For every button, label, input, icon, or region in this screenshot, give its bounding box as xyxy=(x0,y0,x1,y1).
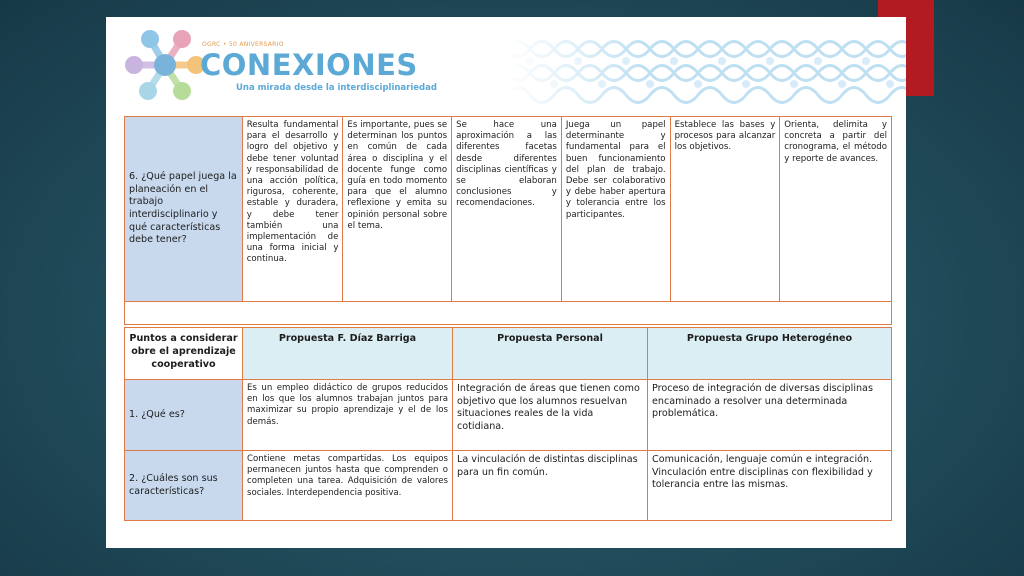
decorative-pattern-icon xyxy=(506,29,906,107)
table-cell: Integración de áreas que tienen como objetivo que los alumnos resuelvan situaciones reales de la vida cotidiana. xyxy=(453,380,648,450)
column-header: Puntos a considerar obre el aprendizaje cooperativo xyxy=(125,328,243,379)
question-cell xyxy=(125,117,243,301)
table-header-row xyxy=(125,328,891,380)
question-text: 6. ¿Qué papel juega la planeación en el trabajo interdisciplinario y qué características debe tener? xyxy=(129,171,237,246)
column-header: Propuesta Grupo Heterogéneo xyxy=(648,328,891,379)
brand-tagline: Una mirada desde la interdisciplinariedad xyxy=(236,83,437,93)
table-cell: Comunicación, lenguaje común e integración. Vinculación entre disciplinas con flexibilidad y tolerancia entre las mismas. xyxy=(652,454,873,491)
table-cell: La vinculación de distintas disciplinas para un fin común. xyxy=(453,451,648,520)
table-row xyxy=(125,451,891,520)
answer-cell: Juega un papel determinante y fundamental para el buen funcionamiento del plan de trabajo. Debe ser colaborativo y debe haber apertura y tolerancia entre los participantes. xyxy=(562,117,671,301)
table-cell: Proceso de integración de diversas disciplinas encaminado a resolver una determinada problemática. xyxy=(652,383,873,420)
answer-cell: Resulta fundamental para el desarrollo y logro del objetivo y debe tener voluntad y responsabilidad de una acción política, rigurosa, coherente, estable y duradera, y debe tener también una implementación de una forma inicial y continua. xyxy=(243,117,344,301)
table-cell: Contiene metas compartidas. Los equipos permanecen juntos hasta que comprenden o completen una tarea. Adquisición de valores sociales. Interdependencia positiva. xyxy=(243,451,453,520)
cooperative-learning-table xyxy=(124,327,892,521)
answer-cell: Se hace una aproximación a las diferentes facetas desde diferentes disciplinas científicas y se elaboran conclusiones y recomendaciones. xyxy=(452,117,562,301)
answer-cell: Establece las bases y procesos para alcanzar los objetivos. xyxy=(671,117,781,301)
answer-cell: Orienta, delimita y concreta a partir del cronograma, el método y reporte de avances. xyxy=(784,120,887,164)
row-label: 1. ¿Qué es? xyxy=(125,380,243,450)
answer-cell: Es importante, pues se determinan los puntos en común de cada área o disciplina y el docente funge como guía en todo momento para que el alumno reflexione y emita su opinión personal sobre el tema. xyxy=(343,117,452,301)
column-header: Propuesta F. Díaz Barriga xyxy=(243,328,453,379)
table-spacer-row xyxy=(124,302,892,325)
column-header: Propuesta Personal xyxy=(453,328,648,379)
table-cell: Es un empleo didáctico de grupos reducidos en los que los alumnos trabajan juntos para maximizar su propio aprendizaje y el de los demás. xyxy=(243,380,453,450)
brand-title: CONEXIONES xyxy=(200,48,418,82)
table-row xyxy=(125,380,891,451)
row-label: 2. ¿Cuáles son sus características? xyxy=(125,451,243,520)
document-page xyxy=(106,17,906,548)
planning-table xyxy=(124,116,892,302)
conexiones-logo-icon xyxy=(120,23,210,107)
anniversary-text: OGRC • 50 ANIVERSARIO xyxy=(202,41,284,48)
